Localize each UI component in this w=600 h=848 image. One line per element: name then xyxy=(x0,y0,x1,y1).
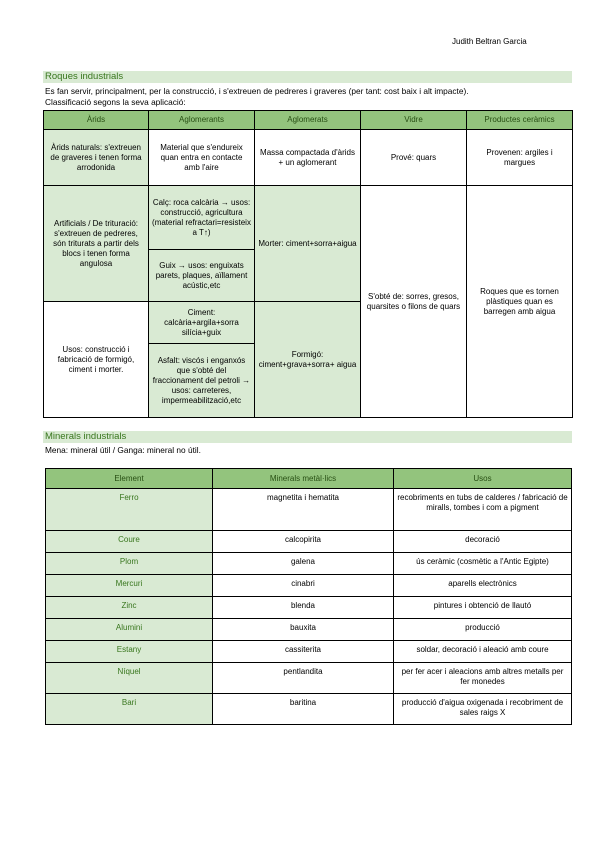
roques-table xyxy=(43,110,573,418)
element-cell: Mercuri xyxy=(46,575,213,597)
cell-ceramics-origen: Provenen: argiles i margues xyxy=(467,130,573,186)
header-minerals: Minerals metàl·lics xyxy=(213,469,394,489)
cell-ciment: Ciment: calcària+argila+sorra silícia+guix xyxy=(149,302,255,344)
header-aglomerats: Aglomerats xyxy=(255,111,361,130)
usos-cell: ús ceràmic (cosmètic a l'Antic Egipte) xyxy=(394,553,572,575)
header-element: Element xyxy=(46,469,213,489)
cell-formigo: Formigó: ciment+grava+sorra+ aigua xyxy=(255,302,361,418)
element-cell: Plom xyxy=(46,553,213,575)
usos-cell: aparells electrònics xyxy=(394,575,572,597)
cell-ceramics-descripcio: Roques que es tornen plàstiques quan es barregen amb aigua xyxy=(467,186,573,418)
intro-minerals: Mena: mineral útil / Ganga: mineral no útil. xyxy=(45,445,201,455)
cell-arids-artificials: Artificials / De trituració: s'extreuen de pedreres, són triturats a partir dels blocs i tenen forma angulosa xyxy=(44,186,149,302)
element-cell: Coure xyxy=(46,531,213,553)
cell-aglomerats-def: Massa compactada d'àrids + un aglomerant xyxy=(255,130,361,186)
cell-calc: Calç: roca calcària → usos: construcció, agricultura (material refractari=resisteix a T↑) xyxy=(149,186,255,250)
usos-cell: producció d'aigua oxigenada i recobriment de sales raigs X xyxy=(394,694,572,725)
element-cell: Níquel xyxy=(46,663,213,694)
mineral-cell: magnetita i hematita xyxy=(213,489,394,531)
cell-morter: Morter: ciment+sorra+aigua xyxy=(255,186,361,302)
usos-cell: soldar, decoració i aleació amb coure xyxy=(394,641,572,663)
mineral-cell: blenda xyxy=(213,597,394,619)
header-ceramics: Productes ceràmics xyxy=(467,111,573,130)
header-vidre: Vidre xyxy=(361,111,467,130)
mineral-cell: pentlandita xyxy=(213,663,394,694)
element-cell: Ferro xyxy=(46,489,213,531)
element-cell: Estany xyxy=(46,641,213,663)
intro-roques: Es fan servir, principalment, per la construcció, i s'extreuen de pedreres i graveres (per tant: cost baix i alt impacte). xyxy=(45,86,469,96)
usos-cell: recobriments en tubs de calderes / fabricació de miralls, tombes i com a pigment xyxy=(394,489,572,531)
mineral-cell: bauxita xyxy=(213,619,394,641)
cell-aglomerants-def: Material que s'endureix quan entra en contacte amb l'aire xyxy=(149,130,255,186)
author-name: Judith Beltran Garcia xyxy=(452,37,527,46)
mineral-cell: baritina xyxy=(213,694,394,725)
cell-arids-usos: Usos: construcció i fabricació de formigó, ciment i morter. xyxy=(44,302,149,418)
cell-vidre-obtencio: S'obté de: sorres, gresos, quarsites o filons de quars xyxy=(361,186,467,418)
mineral-cell: calcopirita xyxy=(213,531,394,553)
cell-vidre-origen: Prové: quars xyxy=(361,130,467,186)
element-cell: Zinc xyxy=(46,597,213,619)
section-title-minerals: Minerals industrials xyxy=(43,431,572,443)
cell-guix: Guix → usos: enguixats parets, plaques, aïllament acústic,etc xyxy=(149,250,255,302)
minerals-table xyxy=(45,468,572,725)
mineral-cell: cassiterita xyxy=(213,641,394,663)
header-aglomerants: Aglomerants xyxy=(149,111,255,130)
cell-asfalt: Asfalt: viscós i enganxós que s'obté del fraccionament del petroli → usos: carreteres, impermeabilització,etc xyxy=(149,344,255,418)
mineral-cell: cinabri xyxy=(213,575,394,597)
cell-arids-naturals: Àrids naturals: s'extreuen de graveres i tenen forma arrodonida xyxy=(44,130,149,186)
mineral-cell: galena xyxy=(213,553,394,575)
element-cell: Bari xyxy=(46,694,213,725)
intro-classificacio: Classificació segons la seva aplicació: xyxy=(45,97,186,107)
header-usos: Usos xyxy=(394,469,572,489)
section-title-roques: Roques industrials xyxy=(43,71,572,83)
element-cell: Alumini xyxy=(46,619,213,641)
usos-cell: pintures i obtenció de llautó xyxy=(394,597,572,619)
usos-cell: decoració xyxy=(394,531,572,553)
header-arids: Àrids xyxy=(44,111,149,130)
usos-cell: per fer acer i aleacions amb altres metalls per fer monedes xyxy=(394,663,572,694)
usos-cell: producció xyxy=(394,619,572,641)
